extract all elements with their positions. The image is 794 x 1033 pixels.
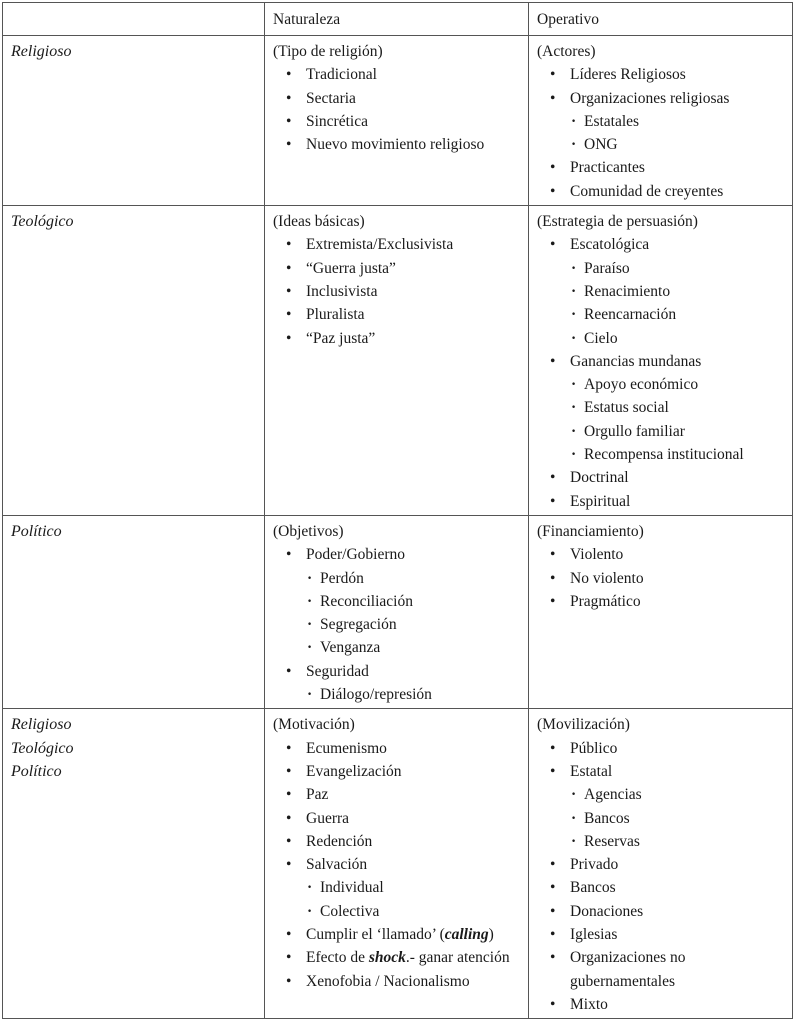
list-item-text: ) — [488, 925, 494, 943]
naturaleza-cell — [265, 36, 529, 206]
list-item: • Mixto — [537, 993, 786, 1016]
category-label: Político — [11, 522, 62, 540]
naturaleza-cell — [265, 709, 529, 1019]
category-cell — [3, 515, 265, 708]
list-item: • Doctrinal — [537, 466, 786, 489]
header-operativo: Operativo — [529, 3, 793, 36]
list-item-text: .- ganar atención — [405, 949, 510, 967]
bullet-list — [537, 63, 786, 203]
bullet-list — [273, 63, 522, 156]
category-label: Religioso — [11, 716, 72, 734]
list-item: • Pluralista — [273, 303, 522, 326]
list-item: • Estatal — [537, 760, 786, 783]
table-row — [3, 515, 793, 708]
cell-title: (Movilización) — [537, 716, 630, 734]
sub-list-item: · Segregación — [273, 613, 522, 636]
operativo-cell — [529, 206, 793, 516]
list-item: • Pragmático — [537, 590, 786, 613]
list-item: • Evangelización — [273, 760, 522, 783]
list-item: • Organizaciones religiosas — [537, 87, 786, 110]
list-item — [273, 946, 522, 969]
bullet-list — [537, 233, 786, 513]
list-item: • “Paz justa” — [273, 327, 522, 350]
sub-list-item: · Estatus social — [537, 396, 786, 419]
list-item: • No violento — [537, 567, 786, 590]
sub-list-item: · Renacimiento — [537, 280, 786, 303]
list-item: • Sectaria — [273, 87, 522, 110]
category-cell — [3, 709, 265, 1019]
list-item: • Comunidad de creyentes — [537, 180, 786, 203]
cell-title: (Tipo de religión) — [273, 43, 383, 60]
sub-list-item: · Diálogo/represión — [273, 683, 522, 706]
sub-list-item: · Individual — [273, 876, 522, 899]
list-item: • Redención — [273, 830, 522, 853]
cell-title: (Objetivos) — [273, 522, 344, 540]
list-item: • Ganancias mundanas — [537, 350, 786, 373]
table-row — [3, 709, 793, 1019]
list-item — [273, 923, 522, 946]
list-item: • Poder/Gobierno — [273, 543, 522, 566]
list-item: • Sincrética — [273, 110, 522, 133]
list-item: • Violento — [537, 543, 786, 566]
table-row — [3, 36, 793, 206]
cell-title: (Financiamiento) — [537, 522, 644, 540]
list-item: • Extremista/Exclusivista — [273, 233, 522, 256]
category-label: Religioso — [11, 43, 72, 60]
list-item-text: Efecto de — [306, 949, 369, 967]
list-item: • Líderes Religiosos — [537, 63, 786, 86]
list-item: • Guerra — [273, 807, 522, 830]
bullet-list — [537, 543, 786, 613]
category-cell — [3, 36, 265, 206]
list-item: • Ecumenismo — [273, 737, 522, 760]
naturaleza-cell — [265, 206, 529, 516]
table-row — [3, 206, 793, 516]
classification-table — [2, 2, 793, 1019]
cell-title: (Estrategia de persuasión) — [537, 213, 698, 231]
list-item: • Nuevo movimiento religioso — [273, 133, 522, 156]
naturaleza-cell — [265, 515, 529, 708]
sub-list-item: · Reencarnación — [537, 303, 786, 326]
sub-list-item: · Colectiva — [273, 900, 522, 923]
list-item-text: Cumplir el ‘llamado’ ( — [306, 925, 445, 943]
sub-list-item: · Agencias — [537, 783, 786, 806]
list-item: • Privado — [537, 853, 786, 876]
list-item: • Iglesias — [537, 923, 786, 946]
sub-list-item: · Reconciliación — [273, 590, 522, 613]
list-item: • Paz — [273, 783, 522, 806]
category-label: Político — [11, 762, 62, 780]
list-item: • Practicantes — [537, 156, 786, 179]
sub-list-item: · Estatales — [537, 110, 786, 133]
list-item: • Tradicional — [273, 63, 522, 86]
cell-title: (Motivación) — [273, 716, 355, 734]
operativo-cell — [529, 36, 793, 206]
bullet-list — [273, 233, 522, 349]
list-item: • Inclusivista — [273, 280, 522, 303]
cell-title: (Actores) — [537, 43, 596, 60]
header-naturaleza: Naturaleza — [265, 3, 529, 36]
bullet-list — [273, 543, 522, 706]
operativo-cell — [529, 709, 793, 1019]
list-item: • Bancos — [537, 876, 786, 899]
sub-list-item: · Perdón — [273, 567, 522, 590]
category-label: Teológico — [11, 213, 74, 231]
sub-list-item: · Recompensa institucional — [537, 443, 786, 466]
category-label: Teológico — [11, 739, 74, 757]
sub-list-item: · Reservas — [537, 830, 786, 853]
list-item: • Organizaciones no gubernamentales — [537, 946, 786, 993]
sub-list-item: · ONG — [537, 133, 786, 156]
category-cell — [3, 206, 265, 516]
bullet-list — [273, 737, 522, 993]
bullet-list — [537, 737, 786, 1017]
sub-list-item: · Cielo — [537, 327, 786, 350]
sub-list-item: · Bancos — [537, 807, 786, 830]
operativo-cell — [529, 515, 793, 708]
sub-list-item: · Venganza — [273, 636, 522, 659]
list-item: • Público — [537, 737, 786, 760]
header-row — [3, 3, 793, 36]
list-item: • Escatológica — [537, 233, 786, 256]
list-item: • Donaciones — [537, 900, 786, 923]
sub-list-item: · Paraíso — [537, 257, 786, 280]
list-item: • Seguridad — [273, 660, 522, 683]
list-item-emphasis: shock — [368, 949, 406, 967]
cell-title: (Ideas básicas) — [273, 213, 365, 231]
sub-list-item: · Apoyo económico — [537, 373, 786, 396]
list-item: • Espiritual — [537, 490, 786, 513]
sub-list-item: · Orgullo familiar — [537, 420, 786, 443]
list-item: • Salvación — [273, 853, 522, 876]
list-item: • “Guerra justa” — [273, 257, 522, 280]
list-item-emphasis: calling — [444, 925, 489, 943]
list-item: • Xenofobia / Nacionalismo — [273, 970, 522, 993]
header-cell-empty — [3, 3, 265, 36]
